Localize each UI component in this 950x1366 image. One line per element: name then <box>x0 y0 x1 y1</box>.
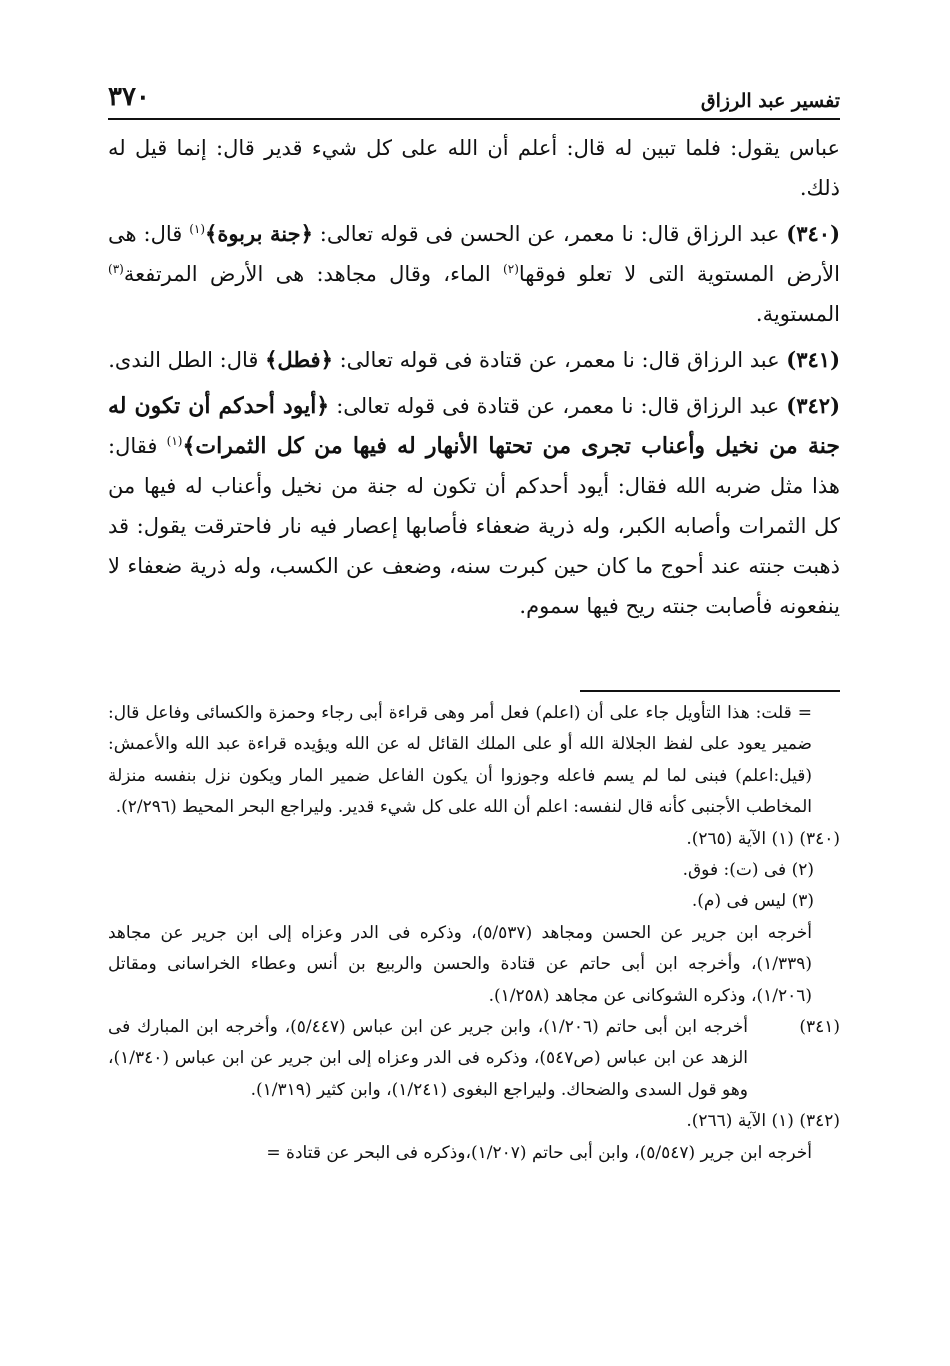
entry-intro: عبد الرزاق قال: نا معمر، عن الحسن فى قوله تعالى: <box>312 222 787 246</box>
quran-verse: ﴿أيود أحدكم أن تكون له جنة من نخيل وأعناب تجرى من تحتها الأنهار له فيها من كل الثمرات﴾ <box>108 393 840 459</box>
footnote-marker: (١) <box>166 434 183 448</box>
footnote-marker: (٣) <box>108 262 124 276</box>
footnote-marker: (٢) <box>503 262 519 276</box>
footnote-separator <box>580 690 840 692</box>
footnote-340-2: (٢) فى (ت): فوق. <box>682 860 814 881</box>
entry-number: (٣٤٠) <box>786 221 841 246</box>
entry-intro: عبد الرزاق قال: نا معمر، عن قتادة فى قوله تعالى: <box>329 394 787 418</box>
footnote-340-3: (٣) ليس فى (م). <box>691 891 814 912</box>
footnotes <box>108 698 840 1169</box>
page-number: ٣٧٠ <box>108 82 150 112</box>
entry-text: فقال: هذا مثل ضربه الله فقال: أيود أحدكم أن تكون له جنة من نخيل وأعناب له فيها من كل الثمرات وأصابه الكبر، وله ذرية ضعفاء فأصابها إعصار فيه نار فاحترقت يقول: قد ذهبت جنته عند أحوج ما كان حين كبرت سنه، وضعف عن الكسب، وله ذرية ضعفاء لا ينفعونه فأصابت جنته ريح فيها سموم. <box>108 434 840 618</box>
entry-text: قال: هى الأرض المستوية التى لا تعلو فوقها <box>108 222 840 286</box>
footnote-342-1: (٣٤٢) (١) الآية (٢٦٦). <box>686 1111 840 1132</box>
entry-341 <box>108 340 840 380</box>
footnote-340-sources: أخرجه ابن جرير عن الحسن ومجاهد (٥/٥٣٧)، وذكره فى الدر وعزاه إلى ابن جرير عن مجاهد (١/٣٣٩)، وأخرجه ابن أبى حاتم عن قتادة والحسن والربيع بن أنس وعطاء الخراسانى ومقاتل (١/٢٠٦)، وذكره الشوكانى عن مجاهد (١/٢٥٨). <box>108 922 812 1006</box>
footnote-text: أخرجه ابن أبى حاتم (١/٢٠٦)، وابن جرير عن ابن عباس (٥/٤٤٧)، وأخرجه ابن المبارك فى الزهد عن ابن عباس (ص٥٤٧)، وذكره فى الدر وعزاه إلى ابن جرير عن ابن عباس (١/٣٤٠)، وهو قول السدى والضحاك. وليراجع البغوى (١/٢٤١)، وابن كثير (١/٣١٩). <box>108 1017 749 1100</box>
footnote-340-1: (٣٤٠) (١) الآية (٢٦٥). <box>686 828 840 849</box>
footnote-341 <box>108 1012 840 1106</box>
entry-text: الماء، وقال مجاهد: هى الأرض المرتفعة <box>123 262 504 286</box>
quran-verse: ﴿جنة بربوة﴾ <box>205 221 313 246</box>
entry-intro: عبد الرزاق قال: نا معمر، عن قتادة فى قوله تعالى: <box>332 348 787 372</box>
entry-text: المستوية. <box>755 302 840 326</box>
book-title: تفسير عبد الرزاق <box>700 90 840 112</box>
footnote-ref: (٣٤١) <box>799 1017 840 1038</box>
footnote-marker: (١) <box>189 222 206 236</box>
entry-340 <box>108 214 840 334</box>
entry-342 <box>108 386 840 626</box>
quran-verse: ﴿فطل﴾ <box>265 347 333 372</box>
entry-number: (٣٤٢) <box>786 393 840 418</box>
footnote-continuation: = قلت: هذا التأويل جاء على أن (اعلم) فعل أمر وهى قراءة أبى رجاء وحمزة والكسائى وفاعل قال: ضمير يعود على لفظ الجلالة الله أو على الملك القائل له عن الله ويؤيده قراءة عبد الله والأعمش: (قيل:اعلم) فبنى لما لم يسم فاعله وجوزوا أن يكون الفاعل ضمير المار ويكون نزل بنفسه منزلة المخاطب الأجنبى كأنه قال لنفسه: اعلم أن الله على كل شيء قدير. وليراجع البحر المحيط (٢/٢٩٦). <box>108 703 812 818</box>
main-text <box>108 128 840 632</box>
footnote-342-sources: أخرجه ابن جرير (٥/٥٤٧)، وابن أبى حاتم (١/٢٠٧)،وذكره فى البحر عن قتادة = <box>266 1142 812 1163</box>
entry-number: (٣٤١) <box>786 347 840 372</box>
paragraph-continuation: عباس يقول: فلما تبين له قال: أعلم أن الله على كل شيء قدير قال: إنما قيل له ذلك. <box>108 136 840 200</box>
running-head <box>108 72 840 120</box>
entry-text: قال: الطل الندى. <box>108 348 266 372</box>
